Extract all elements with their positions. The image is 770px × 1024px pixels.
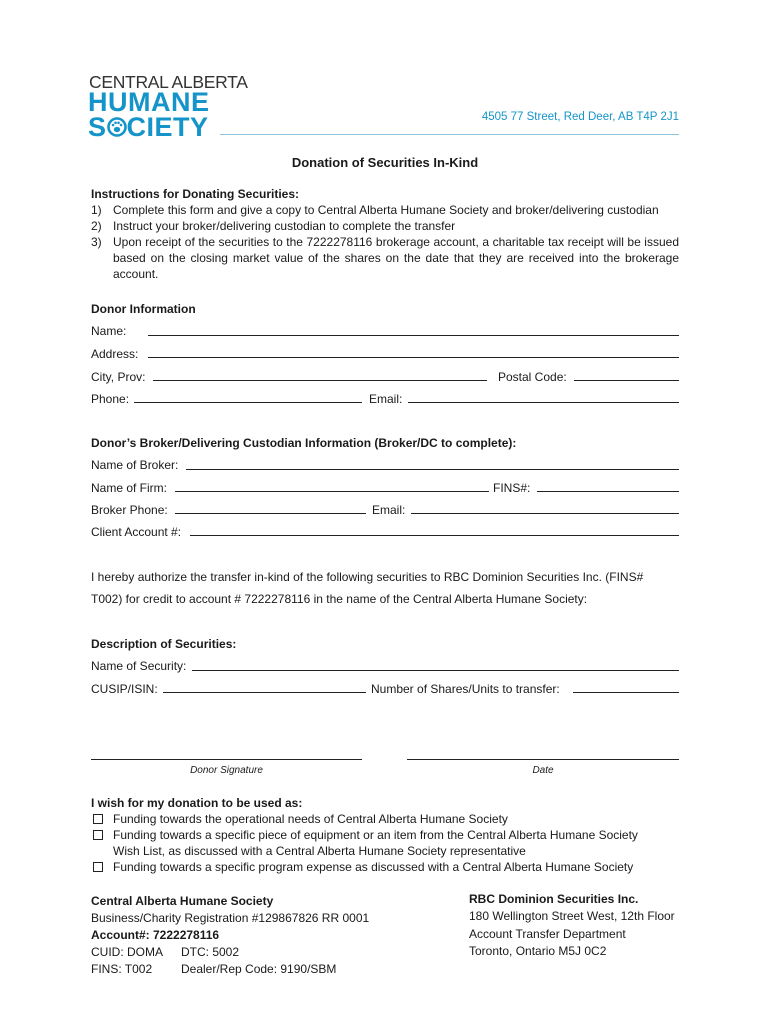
instruction-text: Complete this form and give a copy to Central Alberta Humane Society and broker/delivering custodian: [113, 203, 659, 217]
securities-heading: Description of Securities:: [91, 637, 237, 651]
donor-phone-field[interactable]: [134, 402, 362, 403]
donor-phone-label: Phone:: [91, 392, 130, 406]
cusip-label: CUSIP/ISIN:: [91, 682, 158, 696]
logo-letter-s: S: [88, 112, 107, 142]
donor-email-label: Email:: [369, 392, 403, 406]
instruction-number: 1): [91, 203, 102, 217]
broker-name-label: Name of Broker:: [91, 458, 179, 472]
authorization-line2: T002) for credit to account # 7222278116 in the name of the Central Alberta Humane Society:: [91, 592, 588, 606]
client-account-label: Client Account #:: [91, 525, 182, 539]
shares-field[interactable]: [573, 692, 679, 693]
authorization-line1: I hereby authorize the transfer in-kind of the following securities to RBC Dominion Securities Inc. (FINS#: [91, 570, 644, 584]
logo-text-society: [88, 114, 209, 141]
logo-letters-ciety: CIETY: [126, 112, 209, 142]
donor-postal-label: Postal Code:: [498, 370, 567, 384]
logo-text-central-alberta: CENTRAL ALBERTA: [89, 72, 248, 92]
rbc-city: Toronto, Ontario M5J 0C2: [469, 944, 607, 958]
fins-field[interactable]: [537, 491, 679, 492]
usage-option-equipment-line2: Wish List, as discussed with a Central Alberta Humane Society representative: [113, 844, 526, 858]
usage-heading: I wish for my donation to be used as:: [91, 796, 303, 810]
instruction-item: [91, 234, 691, 282]
client-account-field[interactable]: [190, 535, 679, 536]
broker-name-field[interactable]: [186, 469, 679, 470]
instruction-text: Instruct your broker/delivering custodian to complete the transfer: [113, 219, 456, 233]
broker-email-field[interactable]: [411, 513, 679, 514]
usage-option-label: Funding towards a specific piece of equipment or an item from the Central Alberta Humane Society: [113, 828, 638, 842]
usage-option-program[interactable]: [93, 859, 633, 875]
rbc-street: 180 Wellington Street West, 12th Floor: [469, 909, 675, 923]
donor-heading: Donor Information: [91, 302, 196, 316]
logo-text-humane: HUMANE: [88, 87, 210, 117]
shares-label: Number of Shares/Units to transfer:: [371, 682, 560, 696]
date-label: Date: [532, 765, 554, 776]
donor-city-label: City, Prov:: [91, 370, 146, 384]
broker-phone-label: Broker Phone:: [91, 503, 168, 517]
header-divider: [220, 134, 679, 135]
donor-signature-field[interactable]: [91, 759, 362, 760]
security-name-field[interactable]: [192, 670, 679, 671]
cahs-fins: FINS: T002: [91, 962, 153, 976]
instruction-item: [91, 218, 691, 234]
donor-name-label: Name:: [91, 324, 127, 338]
paw-icon: [107, 116, 127, 138]
usage-option-label: Funding towards the operational needs of Central Alberta Humane Society: [113, 812, 508, 826]
donor-signature-label: Donor Signature: [190, 765, 263, 776]
donor-city-field[interactable]: [153, 380, 487, 381]
donor-name-field[interactable]: [148, 335, 679, 336]
security-name-label: Name of Security:: [91, 659, 187, 673]
cahs-registration: Business/Charity Registration #129867826 RR 0001: [91, 911, 370, 925]
donor-email-field[interactable]: [408, 402, 679, 403]
instruction-number: 2): [91, 219, 102, 233]
checkbox[interactable]: [93, 862, 103, 872]
instructions-heading: Instructions for Donating Securities:: [91, 187, 300, 201]
instruction-text: Upon receipt of the securities to the 7222278116 brokerage account, a charitable tax receipt will be issued based on the closing market value of the shares on the date that they are received into the brokerage account.: [113, 235, 679, 281]
broker-email-label: Email:: [372, 503, 406, 517]
header-address: 4505 77 Street, Red Deer, AB T4P 2J1: [481, 111, 679, 123]
broker-phone-field[interactable]: [175, 513, 366, 514]
fins-label: FINS#:: [493, 481, 531, 495]
usage-option-operational[interactable]: [93, 811, 508, 827]
cahs-dealer-code: Dealer/Rep Code: 9190/SBM: [181, 962, 337, 976]
donor-address-field[interactable]: [148, 357, 679, 358]
cusip-field[interactable]: [163, 692, 366, 693]
checkbox[interactable]: [93, 814, 103, 824]
checkbox[interactable]: [93, 830, 103, 840]
donor-address-label: Address:: [91, 347, 139, 361]
instruction-number: 3): [91, 235, 102, 249]
cahs-account: Account#: 7222278116: [91, 928, 220, 942]
rbc-name: RBC Dominion Securities Inc.: [469, 892, 639, 906]
usage-option-label: Funding towards a specific program expense as discussed with a Central Alberta Humane Society: [113, 860, 634, 874]
broker-heading: Donor’s Broker/Delivering Custodian Information (Broker/DC to complete):: [91, 436, 517, 450]
rbc-department: Account Transfer Department: [469, 927, 626, 941]
donor-postal-field[interactable]: [574, 380, 679, 381]
cahs-dtc: DTC: 5002: [181, 945, 240, 959]
page-title: Donation of Securities In-Kind: [291, 155, 479, 170]
firm-name-field[interactable]: [175, 491, 489, 492]
instruction-item: [91, 202, 691, 218]
instructions-section: [91, 186, 691, 282]
cahs-cuid: CUID: DOMA: [91, 945, 163, 959]
date-field[interactable]: [407, 759, 679, 760]
cahs-name: Central Alberta Humane Society: [91, 894, 274, 908]
usage-option-equipment[interactable]: [93, 827, 638, 843]
firm-name-label: Name of Firm:: [91, 481, 168, 495]
